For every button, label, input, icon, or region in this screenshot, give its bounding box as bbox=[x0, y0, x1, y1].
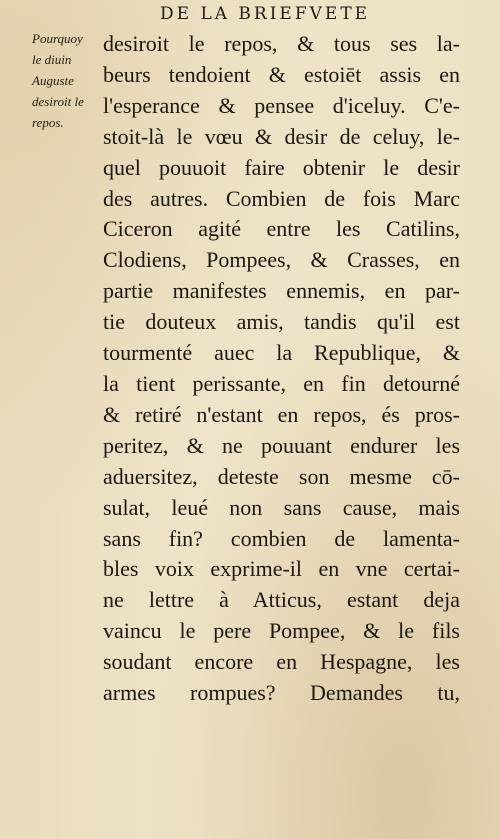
text-line: tourmenté auec la Republique, & bbox=[103, 340, 460, 366]
text-line: sulat, leué non sans cause, mais bbox=[103, 494, 460, 520]
running-head: DE LA BRIEFVETE bbox=[160, 4, 371, 24]
text-line: Ciceron agité entre les Catilins, bbox=[103, 216, 460, 242]
text-line: beurs tendoient & estoiēt assis en bbox=[103, 61, 460, 87]
text-line: armes rompues? Demandes tu, bbox=[103, 680, 460, 706]
text-line: peritez, & ne pouuant endurer les bbox=[103, 432, 460, 458]
margin-note-line: Auguste bbox=[32, 73, 74, 88]
margin-note-line: Pourquoy bbox=[32, 31, 83, 46]
text-line: des autres. Combien de fois Marc bbox=[103, 185, 460, 211]
margin-note-line: repos. bbox=[32, 115, 64, 130]
text-line: bles voix exprime-il en vne certai- bbox=[103, 556, 460, 582]
margin-note bbox=[32, 28, 112, 133]
text-line: la tient perissante, en fin detourné bbox=[103, 370, 460, 396]
text-line: stoit-là le vœu & desir de celuy, le- bbox=[103, 123, 460, 149]
text-line: partie manifestes ennemis, en par- bbox=[103, 278, 460, 304]
text-line: vaincu le pere Pompee, & le fils bbox=[103, 618, 460, 644]
text-line: aduersitez, deteste son mesme cō- bbox=[103, 463, 460, 489]
text-line: Clodiens, Pompees, & Crasses, en bbox=[103, 247, 460, 273]
text-line: desiroit le repos, & tous ses la- bbox=[103, 31, 460, 56]
text-line: tie douteux amis, tandis qu'il est bbox=[103, 309, 460, 335]
text-line: l'esperance & pensee d'iceluy. C'e- bbox=[103, 92, 460, 118]
text-line: soudant encore en Hespagne, les bbox=[103, 649, 460, 675]
text-line: ne lettre à Atticus, estant deja bbox=[103, 587, 460, 613]
text-line: quel pouuoit faire obtenir le desir bbox=[103, 154, 460, 180]
text-line: sans fin? combien de lamenta- bbox=[103, 525, 460, 551]
margin-note-line: desiroit le bbox=[32, 94, 84, 109]
body-text bbox=[103, 29, 460, 709]
margin-note-line: le diuin bbox=[32, 52, 72, 67]
text-line: & retiré n'estant en repos, és pros- bbox=[103, 401, 460, 427]
